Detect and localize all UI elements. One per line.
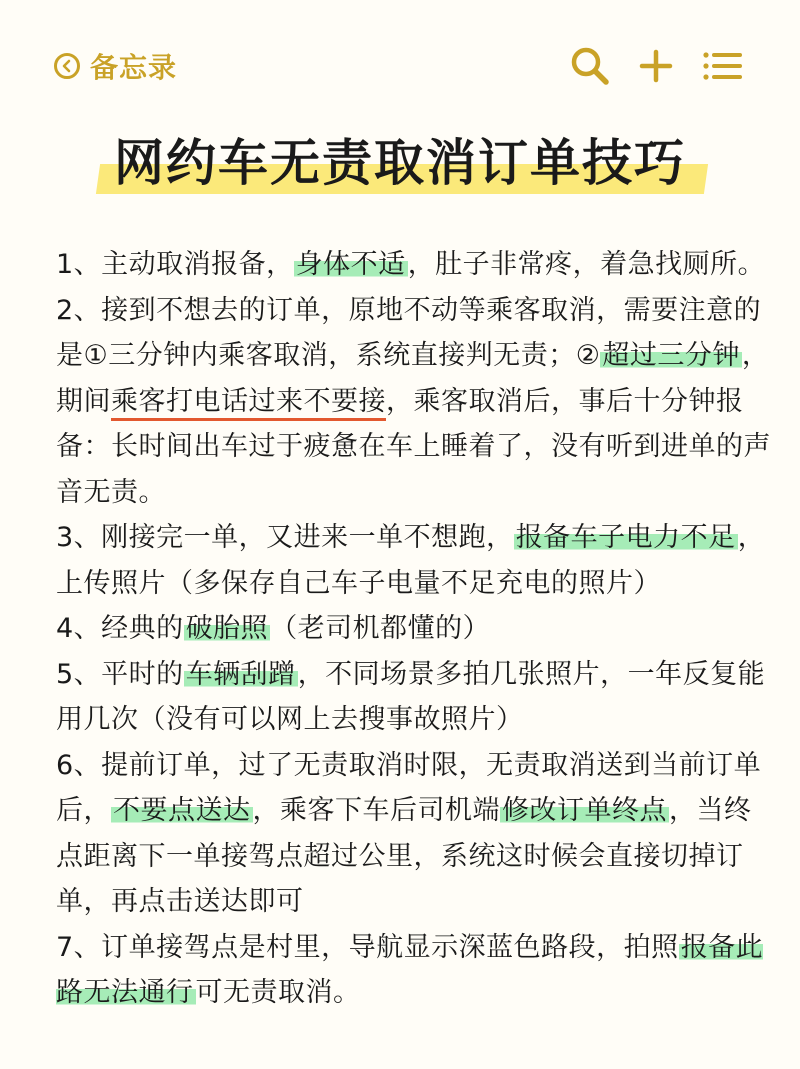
text-segment: ，上传照片（多保存自己车子电量不足充电的照片）	[56, 522, 766, 599]
text-segment: 6、提前订单，过了无责取消时限，无责取消送到当前订单后，	[56, 749, 762, 826]
page-title-text: 网约车无责取消订单技巧	[114, 134, 686, 192]
highlighted-text: 不要点送达	[113, 795, 251, 826]
note-paragraph	[56, 925, 776, 1016]
underlined-text: 乘客打电话过来不要接	[111, 386, 386, 421]
note-paragraph	[56, 515, 776, 606]
text-segment: ，不同场景多拍几张照片，一年反复能用几次（没有可以网上去搜事故照片）	[56, 658, 766, 735]
note-content	[56, 242, 776, 1016]
back-button[interactable]	[54, 46, 177, 86]
highlighted-text: 车辆刮蹭	[185, 658, 296, 690]
top-nav-bar	[0, 38, 800, 94]
back-label: 备忘录	[90, 51, 178, 84]
text-segment: （老司机都懂的）	[270, 613, 491, 644]
note-paragraph	[56, 606, 776, 652]
text-segment: ，当终点距离下一单接驾点超过公里，系统这时候会直接切掉订单，再点击送达即可	[56, 795, 752, 917]
text-segment: 4、经典的	[56, 613, 184, 644]
text-segment: 7、订单接驾点是村里，导航显示深蓝色路段，拍照	[56, 931, 679, 963]
highlighted-text: 报备此路无法通行	[56, 931, 764, 1008]
list-icon[interactable]	[700, 44, 744, 88]
highlighted-text: 破胎照	[185, 613, 269, 644]
highlighted-text: 修改订单终点	[502, 795, 667, 826]
search-icon[interactable]	[568, 44, 612, 88]
text-segment: ，乘客下车后司机端	[252, 795, 500, 826]
text-segment: 可无责取消。	[195, 977, 361, 1008]
note-paragraph	[56, 242, 776, 288]
highlighted-text: 身体不适	[295, 249, 406, 280]
text-segment: ，乘客取消后，事后十分钟报备：长时间出车过于疲惫在车上睡着了，没有听到进单的声音无责。	[56, 385, 771, 508]
plus-icon[interactable]	[634, 44, 678, 88]
title-container	[0, 128, 800, 198]
text-segment: ，期间	[56, 340, 770, 417]
page-title	[104, 128, 696, 198]
text-segment: 5、平时的	[56, 658, 184, 690]
text-segment: 3、刚接完一单，又进来一单不想跑，	[56, 522, 514, 553]
text-segment: 1、主动取消报备，	[56, 249, 294, 280]
note-paragraph	[56, 652, 776, 743]
text-segment: 2、接到不想去的订单，原地不动等乘客取消，需要注意的是①三分钟内乘客取消，系统直接判无责；②	[56, 294, 762, 371]
chevron-left-icon	[54, 53, 80, 79]
note-paragraph	[56, 288, 776, 516]
highlighted-text: 报备车子电力不足	[515, 522, 736, 553]
note-paragraph	[56, 743, 776, 925]
highlighted-text: 超过三分钟	[602, 340, 740, 371]
text-segment: ，肚子非常疼，着急找厕所。	[407, 249, 766, 280]
